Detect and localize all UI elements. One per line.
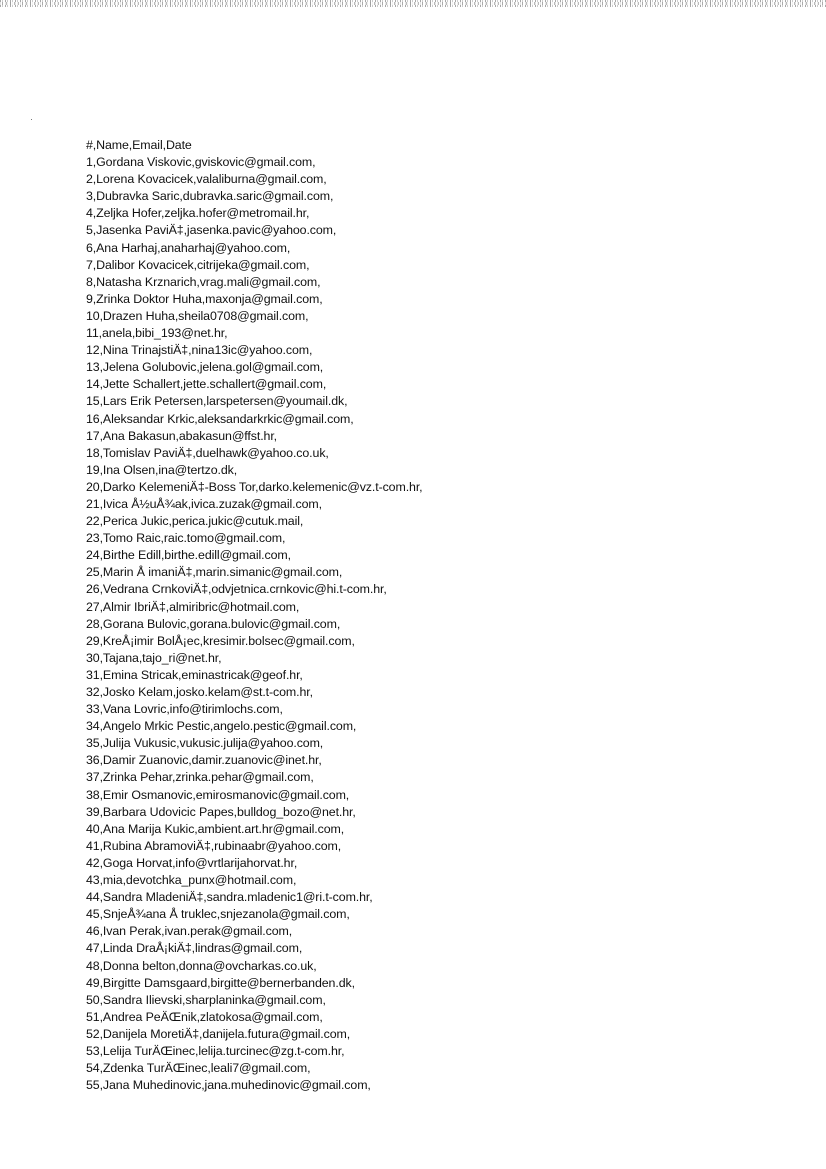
csv-row: 30,Tajana,tajo_ri@net.hr, [86,650,222,665]
csv-row: 25,Marin Å imaniÄ‡,marin.simanic@gmail.com, [86,565,343,580]
csv-row: 7,Dalibor Kovacicek,citrijeka@gmail.com, [86,257,310,272]
csv-row: 39,Barbara Udovicic Papes,bulldog_bozo@net.hr, [86,804,356,819]
csv-row: 9,Zrinka Doktor Huha,maxonja@gmail.com, [86,291,323,306]
csv-row: 26,Vedrana CrnkoviÄ‡,odvjetnica.crnkovic@hi.t-com.hr, [86,582,387,597]
csv-row: 36,Damir Zuanovic,damir.zuanovic@inet.hr, [86,753,322,768]
csv-row: 42,Goga Horvat,info@vrtlarijahorvat.hr, [86,855,298,870]
csv-row: 52,Danijela MoretiÄ‡,danijela.futura@gmail.com, [86,1026,351,1041]
csv-row: 1,Gordana Viskovic,gviskovic@gmail.com, [86,155,316,170]
csv-row: 28,Gorana Bulovic,gorana.bulovic@gmail.com, [86,616,341,631]
csv-row: 40,Ana Marija Kukic,ambient.art.hr@gmail.com, [86,821,345,836]
csv-row: 54,Zdenka TurÄŒinec,leali7@gmail.com, [86,1061,311,1076]
csv-row: 6,Ana Harhaj,anaharhaj@yahoo.com, [86,240,291,255]
csv-row: 2,Lorena Kovacicek,valaliburna@gmail.com, [86,172,327,187]
csv-document [86,137,786,1094]
csv-row: 29,KreÅ¡imir BolÅ¡ec,kresimir.bolsec@gmail.com, [86,633,355,648]
csv-row: 15,Lars Erik Petersen,larspetersen@youmail.dk, [86,394,348,409]
csv-row: 48,Donna belton,donna@ovcharkas.co.uk, [86,958,317,973]
csv-row: 3,Dubravka Saric,dubravka.saric@gmail.com, [86,189,334,204]
csv-row: 10,Drazen Huha,sheila0708@gmail.com, [86,308,309,323]
csv-row: 45,SnjeÅ¾ana Å truklec,snjezanola@gmail.com, [86,907,350,922]
csv-row: 44,Sandra MladeniÄ‡,sandra.mladenic1@ri.t-com.hr, [86,890,373,905]
csv-row: 17,Ana Bakasun,abakasun@ffst.hr, [86,428,278,443]
scan-edge-noise [0,0,826,7]
csv-row: 41,Rubina AbramoviÄ‡,rubinaabr@yahoo.com, [86,838,342,853]
csv-row: 5,Jasenka PaviÄ‡,jasenka.pavic@yahoo.com, [86,223,337,238]
csv-row: 32,Josko Kelam,josko.kelam@st.t-com.hr, [86,685,313,699]
csv-row: 16,Aleksandar Krkic,aleksandarkrkic@gmail.com, [86,411,354,426]
csv-row: 20,Darko KelemeniÄ‡-Boss Tor,darko.kelemenic@vz.t-com.hr, [86,479,423,494]
csv-header-line: #,Name,Email,Date [86,138,192,152]
csv-row: 55,Jana Muhedinovic,jana.muhedinovic@gmail.com, [86,1078,371,1093]
csv-row: 53,Lelija TurÄŒinec,lelija.turcinec@zg.t-com.hr, [86,1043,345,1058]
csv-row: 21,Ivica Å½uÅ¾ak,ivica.zuzak@gmail.com, [86,496,322,511]
csv-row: 23,Tomo Raic,raic.tomo@gmail.com, [86,531,286,546]
csv-row: 49,Birgitte Damsgaard,birgitte@bernerbanden.dk, [86,975,355,990]
csv-row: 22,Perica Jukic,perica.jukic@cutuk.mail, [86,514,304,529]
csv-row: 12,Nina TrinajstiÄ‡,nina13ic@yahoo.com, [86,343,313,358]
csv-row: 43,mia,devotchka_punx@hotmail.com, [86,873,297,888]
csv-row: 14,Jette Schallert,jette.schallert@gmail.com, [86,377,327,392]
csv-row: 11,anela,bibi_193@net.hr, [86,326,228,341]
csv-row: 4,Zeljka Hofer,zeljka.hofer@metromail.hr, [86,206,310,221]
csv-row: 13,Jelena Golubovic,jelena.gol@gmail.com, [86,360,324,375]
csv-row: 46,Ivan Perak,ivan.perak@gmail.com, [86,924,293,939]
csv-row: 27,Almir IbriÄ‡,almiribric@hotmail.com, [86,599,300,614]
csv-row: 38,Emir Osmanovic,emirosmanovic@gmail.com, [86,787,350,802]
csv-row: 34,Angelo Mrkic Pestic,angelo.pestic@gmail.com, [86,719,357,734]
csv-row: 31,Emina Stricak,eminastricak@geof.hr, [86,667,303,682]
csv-row: 24,Birthe Edill,birthe.edill@gmail.com, [86,548,291,563]
csv-row: 33,Vana Lovric,info@tirimlochs.com, [86,702,283,717]
csv-row: 50,Sandra Ilievski,sharplaninka@gmail.com, [86,992,326,1007]
scan-speck [31,119,32,120]
csv-row: 37,Zrinka Pehar,zrinka.pehar@gmail.com, [86,770,314,785]
csv-row: 51,Andrea PeÄŒnik,zlatokosa@gmail.com, [86,1009,323,1024]
csv-row: 19,Ina Olsen,ina@tertzo.dk, [86,462,238,477]
csv-row: 8,Natasha Krznarich,vrag.mali@gmail.com, [86,274,321,289]
csv-row: 18,Tomislav PaviÄ‡,duelhawk@yahoo.co.uk, [86,445,329,460]
csv-row: 35,Julija Vukusic,vukusic.julija@yahoo.com, [86,736,324,751]
csv-rows [86,154,786,1094]
csv-row: 47,Linda DraÅ¡kiÄ‡,lindras@gmail.com, [86,941,303,956]
